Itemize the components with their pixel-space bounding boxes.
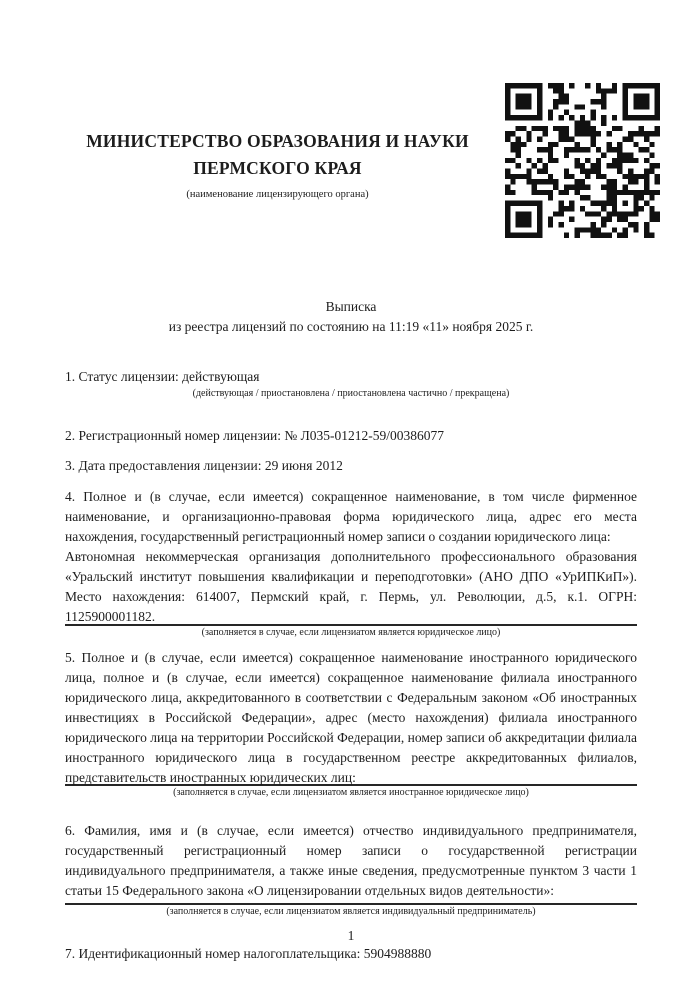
licensing-authority-header [65,128,490,201]
document-subtitle: из реестра лицензий по состоянию на 11:19 «11» ноября 2025 г. [168,319,534,334]
item-4-label: 4. Полное и (в случае, если имеется) сокращенное наименование, в том числе фирменное наименование, и организационно-правовая форма юридического лица, адрес его места нахождения, государственный регистрационный номер записи о создании юридического лица: [65,489,637,544]
ministry-name-line1: МИНИСТЕРСТВО ОБРАЗОВАНИЯ И НАУКИ [86,131,469,151]
item-6-label: 6. Фамилия, имя и (в случае, если имеется) отчество индивидуального предпринимателя, государственный регистрационный номер записи о государственной регистрации индивидуального предпринимателя, а также иные сведения, предусмотренные пунктом 3 части 1 статьи 15 Федерального закона «О лицензировании отдельных видов деятельности»: [65,823,637,898]
qr-code [505,83,660,238]
item-1-license-status: 1. Статус лицензии: действующая [65,369,260,384]
item-4-caption: (заполняется в случае, если лицензиатом является юридическое лицо) [201,627,501,638]
ministry-caption: (наименование лицензирующего органа) [186,189,369,200]
item-4-legal-entity [65,487,637,627]
item-7-taxpayer-number: 7. Идентификационный номер налогоплательщика: 5904988880 [65,946,432,961]
document-title: Выписка [325,299,377,314]
item-2-registration-number: 2. Регистрационный номер лицензии: № Л035-01212-59/00386077 [65,428,445,443]
item-5-label: 5. Полное и (в случае, если имеется) сокращенное наименование иностранного юридического лица, полное и (в случае, если имеется) сокращенное наименование филиала иностранного юридического лица, аккредитованного в соответствии с Федеральным законом «Об иностранных инвестициях в Российской Федерации», адрес (место нахождения) филиала иностранного юридического лица на территории Российской Федерации, номер записи об аккредитации филиала иностранного юридического лица в государственном реестре аккредитованных филиалов, представительств иностранных юридических лиц: [65,650,637,785]
page-number: 1 [347,928,355,943]
item-3-license-grant-date: 3. Дата предоставления лицензии: 29 июня 2012 [65,458,343,473]
item-1-status-options-caption: (действующая / приостановлена / приостановлена частично / прекращена) [192,388,510,399]
item-5-caption: (заполняется в случае, если лицензиатом является иностранное юридическое лицо) [173,787,529,798]
item-6-caption: (заполняется в случае, если лицензиатом является индивидуальный предприниматель) [166,906,536,917]
item-4-value: Автономная некоммерческая организация дополнительного профессионального образования «Уральский институт повышения квалификации и переподготовки» (АНО ДПО «УрИПКиП»). Место нахождения: 614007, Пермский край, г. Пермь, ул. Революции, д.5, к.1. ОГРН: 1125900001182. [65,549,637,624]
item-6-individual-entrepreneur [65,821,637,901]
document-body [65,297,637,964]
ministry-name-line2: ПЕРМСКОГО КРАЯ [193,158,362,178]
item-5-foreign-entity [65,648,637,788]
